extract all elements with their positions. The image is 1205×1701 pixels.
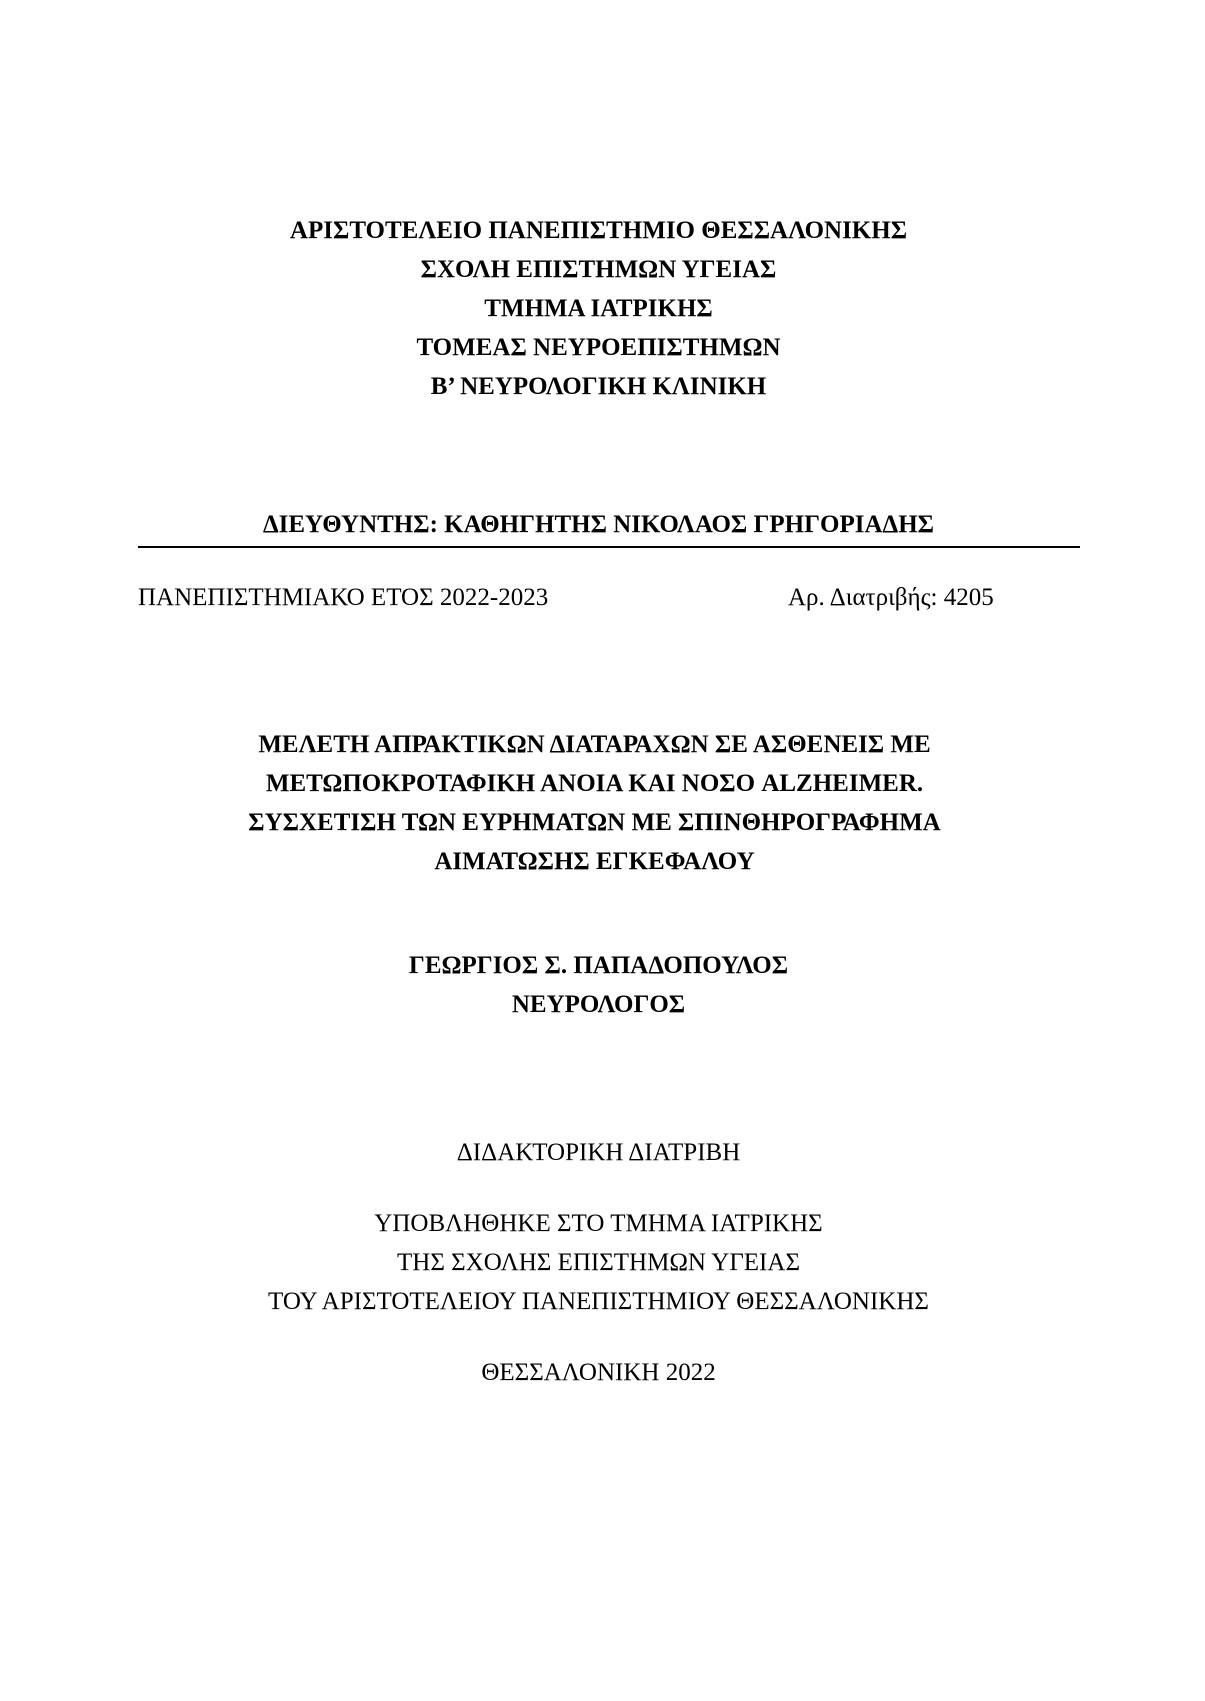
title-line: ΜΕΤΩΠΟΚΡΟΤΑΦΙΚΗ ΑΝΟΙΑ ΚΑΙ ΝΟΣΟ ALZHEIMER. [265, 770, 924, 797]
department-name: ΤΜΗΜΑ ΙΑΤΡΙΚΗΣ [484, 295, 713, 322]
author-name: ΓΕΩΡΓΙΟΣ Σ. ΠΑΠΑΔΟΠΟΥΛΟΣ [408, 952, 789, 979]
horizontal-divider [138, 546, 1080, 548]
author-block [0, 946, 1201, 1024]
sector-name: ΤΟΜΕΑΣ ΝΕΥΡΟΕΠΙΣΤΗΜΩΝ [416, 334, 781, 361]
submission-line: ΤΟΥ ΑΡΙΣΤΟΤΕΛΕΙΟΥ ΠΑΝΕΠΙΣΤΗΜΙΟΥ ΘΕΣΣΑΛΟΝΙΚΗΣ [268, 1288, 929, 1315]
thesis-number: Αρ. Διατριβής: 4205 [788, 584, 994, 611]
clinic-name: Β’ ΝΕΥΡΟΛΟΓΙΚΗ ΚΛΙΝΙΚΗ [430, 373, 767, 400]
institution-header [0, 211, 1201, 406]
place-and-year [0, 1353, 1201, 1392]
title-line: ΜΕΛΕΤΗ ΑΠΡΑΚΤΙΚΩΝ ΔΙΑΤΑΡΑΧΩΝ ΣΕ ΑΣΘΕΝΕΙΣ ΜΕ [258, 731, 931, 758]
academic-year: ΠΑΝΕΠΙΣΤΗΜΙΑΚΟ ΕΤΟΣ 2022-2023 [138, 584, 549, 611]
university-name: ΑΡΙΣΤΟΤΕΛΕΙΟ ΠΑΝΕΠΙΣΤΗΜΙΟ ΘΕΣΣΑΛΟΝΙΚΗΣ [289, 217, 908, 244]
title-line: ΑΙΜΑΤΩΣΗΣ ΕΓΚΕΦΑΛΟΥ [434, 848, 755, 875]
submission-line: ΥΠΟΒΛΗΘΗΚΕ ΣΤΟ ΤΜΗΜΑ ΙΑΤΡΙΚΗΣ [374, 1210, 823, 1237]
director-block [0, 505, 1201, 544]
school-name: ΣΧΟΛΗ ΕΠΙΣΤΗΜΩΝ ΥΓΕΙΑΣ [420, 256, 777, 283]
place-year-label: ΘΕΣΣΑΛΟΝΙΚΗ 2022 [481, 1359, 716, 1386]
submission-statement [0, 1204, 1201, 1321]
submission-line: ΤΗΣ ΣΧΟΛΗΣ ΕΠΙΣΤΗΜΩΝ ΥΓΕΙΑΣ [397, 1249, 800, 1276]
title-line: ΣΥΣΧΕΤΙΣΗ ΤΩΝ ΕΥΡΗΜΑΤΩΝ ΜΕ ΣΠΙΝΘΗΡΟΓΡΑΦΗΜΑ [248, 809, 941, 836]
author-profession: ΝΕΥΡΟΛΟΓΟΣ [511, 991, 686, 1018]
thesis-title [0, 725, 1197, 881]
director-line: ΔΙΕΥΘΥΝΤΗΣ: ΚΑΘΗΓΗΤΗΣ ΝΙΚΟΛΑΟΣ ΓΡΗΓΟΡΙΑΔΗΣ [262, 511, 934, 538]
document-type-label: ΔΙΔΑΚΤΟΡΙΚΗ ΔΙΑΤΡΙΒΗ [456, 1139, 741, 1166]
document-type [0, 1133, 1201, 1172]
